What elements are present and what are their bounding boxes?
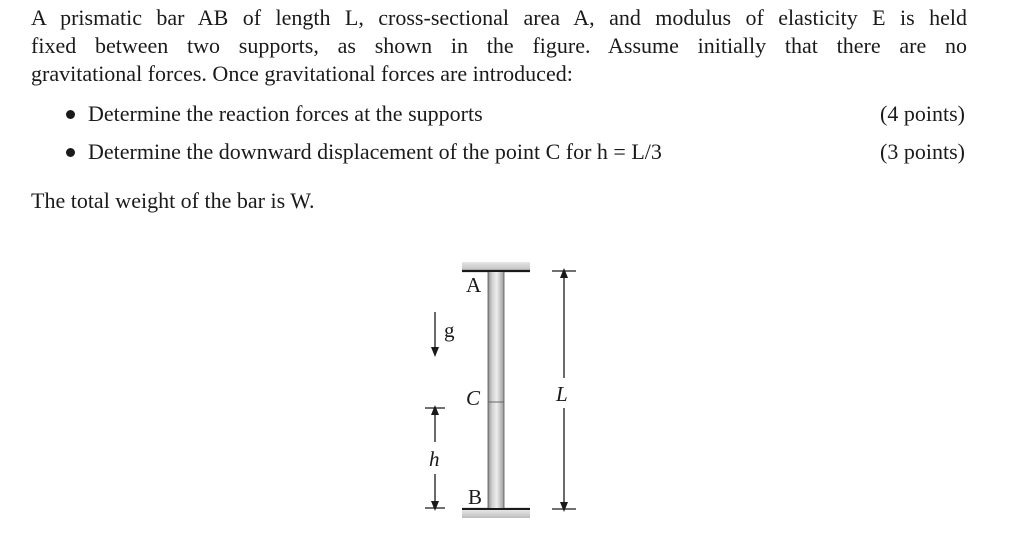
- label-c: C: [466, 386, 481, 410]
- task-points: (3 points): [880, 139, 965, 164]
- label-g: g: [444, 318, 455, 342]
- task-text: Determine the reaction forces at the supports: [88, 101, 483, 126]
- label-b: B: [468, 485, 483, 509]
- label-a: A: [466, 273, 482, 297]
- top-support-hatch: [462, 262, 530, 271]
- label-h: h: [429, 447, 440, 471]
- task-text: Determine the downward displacement of the point C for h = L/3: [88, 139, 662, 164]
- problem-line-3: gravitational forces. Once gravitational forces are introduced:: [31, 61, 573, 86]
- prismatic-bar: [488, 272, 504, 508]
- problem-line-2-text: fixed between two supports, as shown in the figure. Assume initially that there are no: [31, 33, 967, 58]
- task-points: (4 points): [880, 101, 965, 126]
- weight-statement: The total weight of the bar is W.: [31, 188, 315, 213]
- label-l: L: [556, 382, 568, 406]
- problem-line-1-text: A prismatic bar AB of length L, cross-sectional area A, and modulus of elasticity E is held: [31, 5, 967, 30]
- bottom-support-hatch: [462, 510, 530, 518]
